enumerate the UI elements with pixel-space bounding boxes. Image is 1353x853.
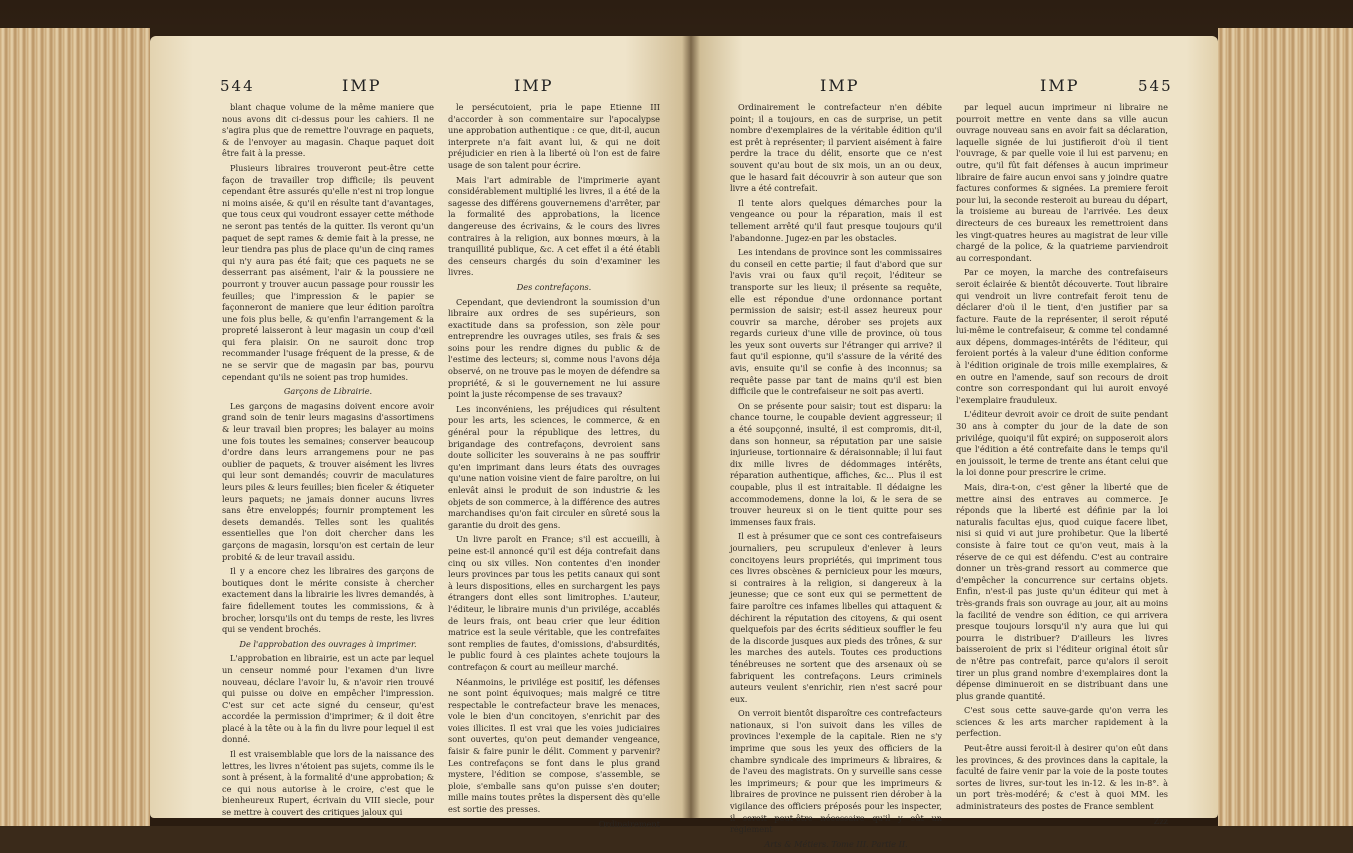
paragraph: Par ce moyen, la marche des contrefaiseurs seroit éclairée & bientôt découverte. Tout libraire qui vendroit un livre contrefait feroit tenu de déclarer d'où il le tient, d'en justifier par sa facture. Faute de la représenter, il seroit réputé lui-même le contrefaiseur, & comme tel condamné aux dépens, dommages-intérêts de l'éditeur, qui feroient portés à la valeur d'une édition conforme à l'édition originale de trois mille exemplaires, & en outre en l'amende, sauf son recours de droit contre son correspondant qui lui auroit envoyé l'exemplaire frauduleux. (956, 267, 1168, 405)
paragraph: Néanmoins, le privilége est positif, les défenses ne sont point équivoques; mais malgré ce titre respectable le contrefacteur brave les menaces, vole le bien d'un concitoyen, s'enrichit par des voies illicites. Il est vrai que les voies judiciaires sont ouvertes, qu'on peut demander vengeance, faisir & faire punir le délit. Comment y parvenir? Les contrefaçons se font dans le plus grand mystere, l'édition se compose, s'assemble, se ploie, s'emballe sans qu'on puisse s'en douter; mille mains toutes prêtes la dispersent dès qu'elle est sortie des presses. (448, 676, 660, 815)
paragraph: L'éditeur devroit avoir ce droit de suite pendant 30 ans à compter du jour de la date de son privilége, quoiqu'il fût expiré; on supposeroit alors que l'édition a été contrefaite dans le temps qu'il en jouissoit, le terme de trente ans étant celui que la loi donne pour prescrire le crime. (956, 409, 1168, 478)
signature-mark: Zzz (1153, 815, 1168, 826)
paragraph: Il tente alors quelques démarches pour la vengeance ou pour la réparation, mais il est tellement arrêté qu'il faut presque toujours qu'il l'abandonne. Jugez-en par les obstacles. (730, 197, 942, 243)
catchword: Ordinairement (598, 818, 660, 829)
left-running-head-2: IMP (514, 76, 554, 95)
section-heading: Des contrefaçons. (516, 281, 592, 292)
paragraph: Cependant, que deviendront la soumission d'un libraire aux ordres de ses supérieurs, son exactitude dans sa profession, son zèle pour entreprendre les ouvrages utiles, ses frais & ses soins pour les rendre dignes du public & de l'estime des lecteurs; si, comme nous l'avons déja observé, on ne trouve pas le moyen de défendre sa propriété, & si le gouvernement ne lui assure point la juste récompense de ses travaux? (448, 296, 660, 400)
paragraph: Mais, dira-t-on, c'est gêner la liberté que de mettre ainsi des entraves au commerce. Je réponds que la liberté est définie par la loi naturalis facultas ejus, quod cuique facere libet, nisi si quid vi aut jure prohibetur. Que la liberté consiste à faire tout ce qu'on veut, mais à la réserve de ce qui est défendu. C'est au contraire donner un très-grand ressort au commerce que d'empêcher la concurrence sur certains objets. Enfin, n'est-il pas juste qu'un éditeur qui met à très-grands frais son ouvrage au jour, ait au moins la facilité de vendre son édition, ce qui arrivera presque toujours lorsqu'il n'y aura que lui qui pourra le distribuer? D'ailleurs les livres baisseroient de prix si l'éditeur original étoit sûr de n'être pas contrefait, parce qu'alors il seroit tirer un plus grand nombre d'exemplaires dont la dépense diminueroit en se distribuant dans une plus grande quantité. (956, 482, 1168, 701)
left-page-number: 544 (220, 77, 255, 95)
right-page-edges (1218, 28, 1353, 826)
paragraph: blant chaque volume de la même maniere que nous avons dit ci-dessus pour les cahiers. Il ne s'agira plus que de remettre l'ouvrage en paquets, & de l'envoyer au magasin. Chaque paquet doit être fait à la presse. (222, 102, 434, 159)
paragraph: Peut-être aussi feroit-il à desirer qu'on eût dans les provinces, & des provinces dans la capitale, la faculté de faire venir par la voie de la poste toutes sortes de livres, sur-tout les in-12. & les in-8°. à un port très-modéré; & c'est à quoi MM. les administrateurs des postes de France semblent (956, 743, 1168, 812)
left-column-2 (448, 102, 660, 833)
left-running-head-1: IMP (342, 76, 382, 95)
left-page (150, 36, 690, 829)
left-page-edges (0, 28, 150, 826)
page-footer: Arts & Métiers. Tome III. Partie II. (764, 838, 908, 849)
paragraph: Les garçons de magasins doivent encore avoir grand soin de tenir leurs magasins d'assortimens & leur travail bien propres; les balayer au moins une fois toutes les semaines; conserver beaucoup d'ordre dans leurs arrangemens pour ne pas oublier de paquets, & trouver aisément les livres qui leur sont demandés; couvrir de maculatures leurs piles & leurs feuilles; bien ficeler & étiqueter leurs paquets; ne jamais donner aucuns livres sans être enveloppés; fournir promptement les desets demandés. Telles sont les qualités essentielles que l'on doit chercher dans les garçons de magasin, lorsqu'on est certain de leur probité & de leur travail assidu. (222, 400, 434, 562)
right-running-head-2: IMP (1040, 76, 1080, 95)
right-page-number: 545 (1138, 77, 1173, 95)
paragraph: Les inconvéniens, les préjudices qui résultent pour les arts, les sciences, le commerce, & en général pour la république des lettres, du brigandage des contrefaçons, devroient sans doute solliciter les souverains à ne pas souffrir qu'en imprimant dans leurs états des ouvrages qu'une nation voisine vient de faire paroître, on lui enlevât ainsi le produit de son industrie & les objets de son commerce, à la différence des autres marchandises qu'on fait circuler en sûreté sous la garantie du droit des gens. (448, 403, 660, 530)
right-page (690, 36, 1218, 849)
paragraph: Il y a encore chez les libraires des garçons de boutiques dont le mérite consiste à chercher exactement dans la librairie les livres demandés, à faire fidellement toutes les commissions, & à brocher, lorsqu'ils ont du temps de reste, les livres qui se vendent brochés. (222, 566, 434, 635)
right-column-2 (956, 102, 1168, 830)
paragraph: Ordinairement le contrefacteur n'en débite point; il a toujours, en cas de surprise, un petit nombre d'exemplaires de la véritable édition qu'il est prêt à représenter; il parvient aisément à faire perdre la trace du délit, ensorte que ce n'est souvent qu'au bout de six mois, un an ou deux, que le hasard fait découvrir à son auteur que son livre a été contrefait. (730, 102, 942, 194)
section-heading: De l'approbation des ouvrages à imprimer. (239, 638, 417, 649)
left-column-1 (222, 102, 434, 822)
paragraph: Plusieurs libraires trouveront peut-être cette façon de travailler trop difficile; ils peuvent cependant être assurés qu'elle n'est ni trop longue ni moins aisée, & qu'il en résulte tant d'avantages, que tous ceux qui voudront essayer cette méthode ne seront pas tentés de la quitter. Ils veront qu'un paquet de sept rames & demie fait à la presse, ne leur tiendra pas plus de place qu'un de cinq rames qui n'y aura pas été fait; que ces paquets ne se desserrant pas aisément, l'air & la poussiere ne pourront y trouver aucun passage pour roussir les feuilles; que l'impression & le papier se façonneront de maniere que leur édition paroîtra une fois plus belle, & qu'enfin l'arrangement & la propreté laisseront à leur magasin un coup d'œil qui fera plaisir. On ne sauroit donc trop recommander l'usage fréquent de la presse, & de ne se servir que de magasin par bas, pourvu cependant qu'ils ne soient pas trop humides. (222, 162, 434, 382)
paragraph: L'approbation en librairie, est un acte par lequel un censeur nommé pour l'examen d'un livre nouveau, déclare l'avoir lu, & n'avoir rien trouvé qui puisse ou doive en empêcher l'impression. C'est sur cet acte signé du censeur, qu'est accordée la permission d'imprimer; & il doit être placé à la tête ou à la fin du livre pour lequel il est donné. (222, 653, 434, 745)
paragraph: C'est sous cette sauve-garde qu'on verra les sciences & les arts marcher rapidement à la perfection. (956, 705, 1168, 739)
paragraph: On se présente pour saisir; tout est disparu: la chance tourne, le coupable devient aggresseur; il a été soupçonné, insulté, il est compromis, dit-il, dans son honneur, sa réputation par une saisie injurieuse, tortionnaire & déraisonnable; il lui faut dix mille livres de dédommages intérêts, réparation authentique, affiches, &c... Plus il est coupable, plus il est intraitable. Il dédaigne les accommodemens, donne la loi, & le sera de se trouver heureux si on le tient quitte pour ses immenses faux frais. (730, 400, 942, 527)
paragraph: On verroit bientôt disparoître ces contrefacteurs nationaux, si l'on suivoit dans les villes de provinces l'exemple de la capitale. Rien ne s'y imprime que sous les yeux des officiers de la chambre syndicale des imprimeurs & libraires, & de l'aveu des magistrats. On y surveille sans cesse les imprimeurs; & pour que les imprimeurs & libraires de province ne puissent rien dérober à la vigilance des officiers préposés pour les inspecter, il seroit peut-être nécessaire qu'il y eût un réglement (730, 708, 942, 835)
paragraph: Mais l'art admirable de l'imprimerie ayant considérablement multiplié les livres, il a été de la sagesse des différens gouvernemens d'arrêter, par la formalité des approbations, la licence dangereuse des écrivains, & le cours des livres contraires à la religion, aux bonnes mœurs, à la tranquillité publique, &c. A cet effet il a été établi des censeurs chargés du soin d'examiner les livres. (448, 174, 660, 278)
paragraph: par lequel aucun imprimeur ni libraire ne pourroit mettre en vente dans sa ville aucun ouvrage nouveau sans en avoir fait sa déclaration, laquelle signée de lui justifieroit d'où il tient l'ouvrage, & par quelle voie il lui est parvenu; en outre, qu'il fût fait défenses à aucun imprimeur libraire de faire aucun envoi sans y joindre quatre factures conformes & signées. La premiere feroit pour lui, la seconde resteroit au bureau du départ, la troisieme au bureau de l'arrivée. Les deux directeurs de ces bureaux les remettroient dans les vingt-quatres heures au magistrat de leur ville chargé de la police, & la quatrieme parviendroit au correspondant. (956, 102, 1168, 263)
paragraph: Les intendans de province sont les commissaires du conseil en cette partie; il faut d'abord que sur l'avis vrai ou faux qu'il reçoit, l'éditeur se transporte sur les lieux; il présente sa requête, elle est répondue d'une ordonnance portant permission de saisir; est-il assez heureux pour couvrir sa marche, dérober ses projets aux regards curieux d'une ville de province, où tous les yeux sont ouverts sur l'étranger qui arrive? il faut qu'il espionne, qu'il s'assure de la vérité des avis, ensuite qu'il se confie à des inconnus; sa requête passe par tant de mains qu'il est bien difficile que le contrefaiseur ne soit pas averti. (730, 247, 942, 397)
right-column-1 (730, 102, 942, 853)
paragraph: Un livre paroît en France; s'il est accueilli, à peine est-il annoncé qu'il est déja contrefait dans cinq ou six villes. Non contentes d'en inonder leurs provinces par tous les petits canaux qui sont à leurs dispositions, elles en surchargent les pays étrangers dont elles sont limitrophes. L'auteur, l'éditeur, le libraire munis d'un privilége, accablés de leurs frais, ont beau crier que leur édition matrice est la seule véritable, que les contrefaites sont remplies de fautes, d'omissions, d'absurdités, le public fourd à ces plaintes achete toujours la contrefaçon & court au meilleur marché. (448, 534, 660, 672)
paragraph: le persécutoient, pria le pape Etienne III d'accorder à son commentaire sur l'apocalypse une approbation authentique : ce que, dit-il, aucun interprete n'a fait avant lui, & qui ne doit préjudicier en rien à la liberté où l'on est de faire usage de son talent pour écrire. (448, 102, 660, 170)
book-gutter (682, 36, 700, 818)
paragraph: Il est vraisemblable que lors de la naissance des lettres, les livres n'étoient pas sujets, comme ils le sont à présent, à la formalité d'une approbation; & ce qui nous autorise à le croire, c'est que le bienheureux Rupert, écrivain du VIII siecle, pour se mettre à couvert des critiques jaloux qui (222, 749, 434, 818)
section-heading: Garçons de Librairie. (283, 386, 373, 397)
paragraph: Il est à présumer que ce sont ces contrefaiseurs journaliers, peu scrupuleux d'enlever à leurs concitoyens leurs propriétés, qui impriment tous ces livres obscènes & pernicieux pour les mœurs, si contraires à la religion, si dangereux à la jeunesse; que ce sont eux qui se permettent de faire paroître ces infames libelles qui attaquent & déchirent la réputation des citoyens, & qui osent quelquefois par des écrits séditieux souffler le feu de la discorde jusques aux pieds des trônes, & sur les marches des autels. Toutes ces productions ténébreuses ne sortent que des arsenaux où se fabriquent les contrefaçons. Leurs criminels auteurs veulent s'enrichir, rien n'est sacré pour eux. (730, 531, 942, 704)
right-running-head-1: IMP (820, 76, 860, 95)
